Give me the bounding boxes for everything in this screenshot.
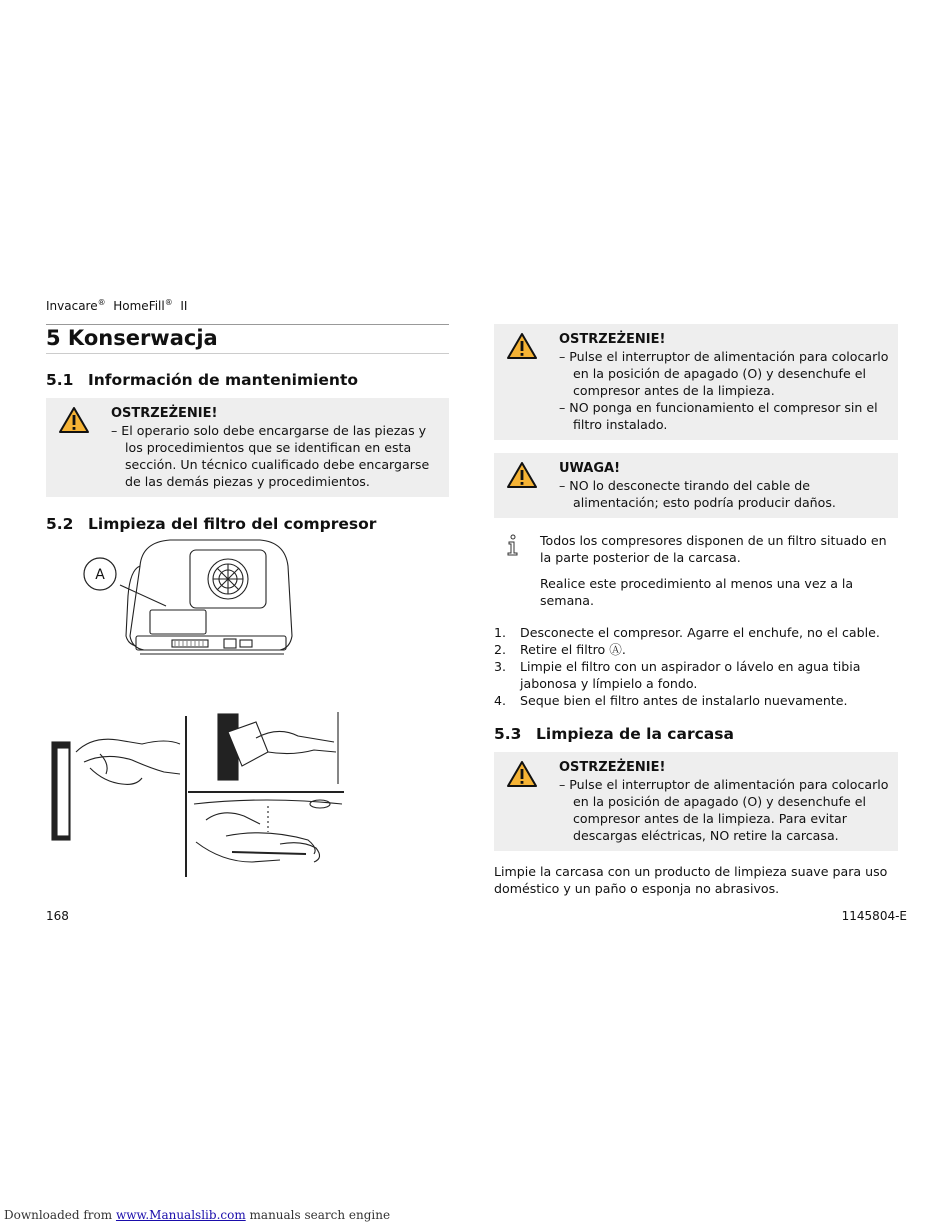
warning-box-power: [494, 324, 898, 440]
warning-item: – El operario solo debe encargarse de las piezas y los procedimientos que se identifican en esta sección. Un técnico cualificado debe encargarse de las demás piezas y procedimientos.: [111, 423, 430, 489]
warning-box-maintenance: [46, 398, 449, 497]
warning-item: – Pulse el interruptor de alimentación para colocarlo en la posición de apagado (O) y desenchufe el compresor antes de la limpieza. Para evitar descargas eléctricas, NO retire la carcasa.: [559, 777, 889, 843]
warning-item: – Pulse el interruptor de alimentación para colocarlo en la posición de apagado (O) y desenchufe el compresor antes de la limpieza.: [559, 349, 889, 398]
info-text-1: Todos los compresores disponen de un filtro situado en la parte posterior de la carcasa.: [540, 533, 887, 565]
caution-box: [494, 453, 898, 518]
warning-title: OSTRZEŻENIE!: [111, 406, 218, 421]
manualslib-link[interactable]: www.Manualslib.com: [115, 1208, 246, 1222]
section-5-2-heading: 5.2 Limpieza del filtro del compresor: [46, 515, 377, 533]
page-number: 168: [46, 909, 69, 923]
document-code: 1145804-E: [841, 909, 907, 923]
list-item: 2. Retire el filtro Ⓐ.: [494, 642, 626, 657]
warning-box-housing: [494, 752, 898, 851]
list-item: 3. Limpie el filtro con un aspirador o lávelo en agua tibia jabonosa y límpielo a fondo.: [494, 659, 861, 691]
running-header: Invacare® HomeFill® II: [46, 298, 188, 313]
left-column: [46, 324, 449, 533]
caution-title: UWAGA!: [559, 461, 621, 476]
warning-triangle-icon: [58, 406, 90, 434]
warning-triangle-icon: [506, 461, 538, 489]
info-note: [494, 532, 898, 609]
callout-label: A: [95, 567, 105, 583]
section-5-3-heading: 5.3 Limpieza de la carcasa: [494, 725, 734, 743]
housing-cleaning-text: Limpie la carcasa con un producto de limpieza suave para uso doméstico y un paño o esponja no abrasivos.: [494, 864, 888, 896]
list-item: 1. Desconecte el compresor. Agarre el enchufe, no el cable.: [494, 625, 880, 640]
warning-title: OSTRZEŻENIE!: [559, 760, 666, 775]
filter-removal-illustrations: [46, 712, 346, 880]
cleaning-steps-list: [494, 624, 898, 709]
warning-triangle-icon: [506, 760, 538, 788]
caution-item: – NO lo desconecte tirando del cable de alimentación; esto podría producir daños.: [559, 478, 836, 510]
compressor-rear-illustration: [80, 536, 310, 662]
download-footer: Downloaded from www.Manualslib.com manuals search engine: [4, 1208, 391, 1222]
right-column: [494, 324, 898, 897]
list-item: 4. Seque bien el filtro antes de instalarlo nuevamente.: [494, 693, 848, 708]
chapter-title: 5 Konserwacja: [46, 324, 449, 354]
info-icon: [506, 534, 520, 556]
section-5-1-heading: 5.1 Información de mantenimiento: [46, 371, 359, 389]
warning-item: – NO ponga en funcionamiento el compresor sin el filtro instalado.: [559, 400, 878, 432]
info-text-2: Realice este procedimiento al menos una vez a la semana.: [540, 576, 854, 608]
warning-title: OSTRZEŻENIE!: [559, 332, 666, 347]
warning-triangle-icon: [506, 332, 538, 360]
